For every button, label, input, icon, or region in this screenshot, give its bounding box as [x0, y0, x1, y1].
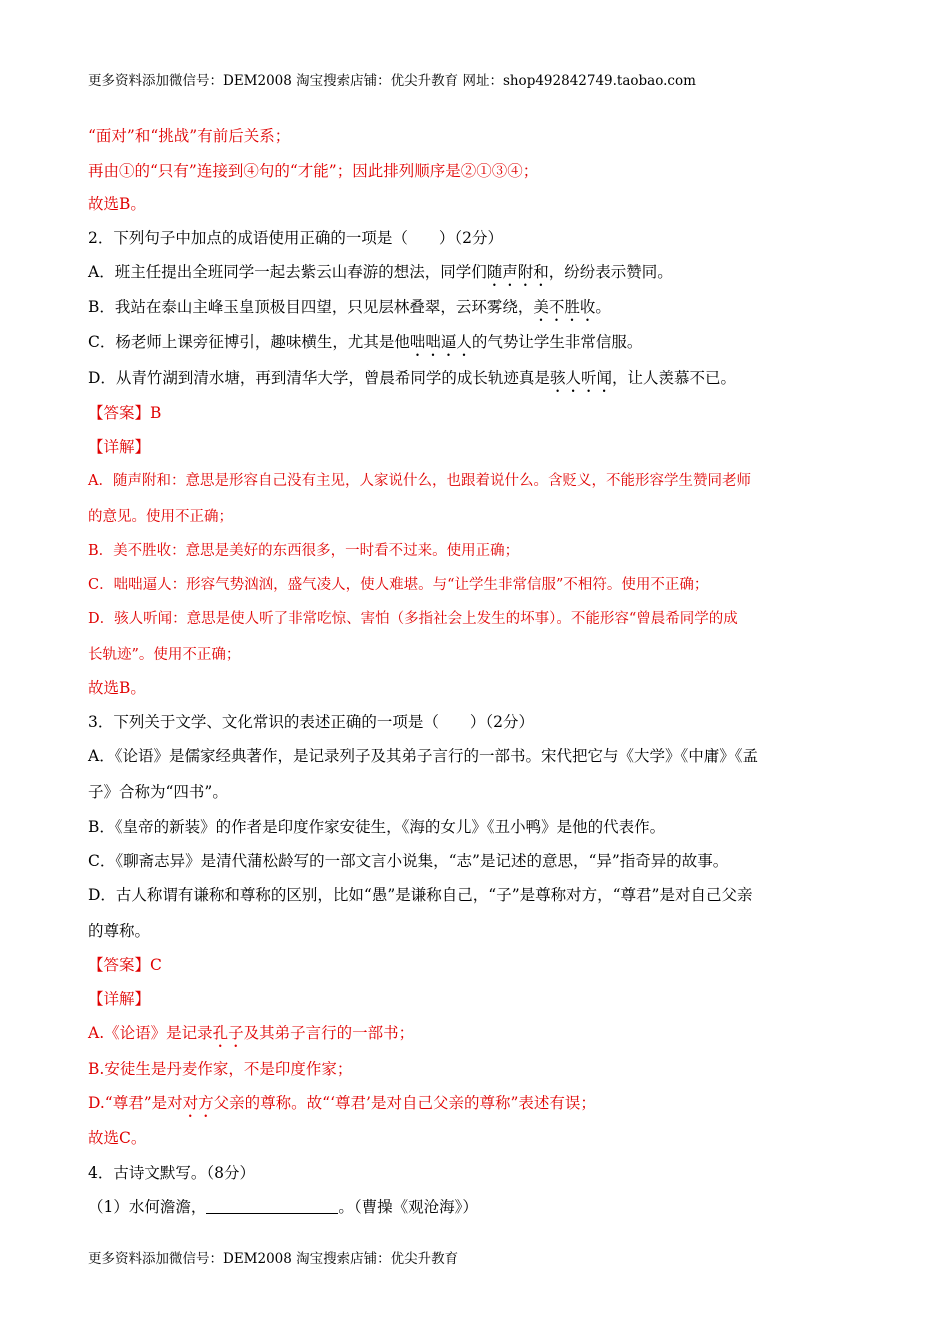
q3-explanation-a: A.《论语》是记录孔子及其弟子言行的一部书；	[88, 1024, 415, 1042]
dotted-idiom: 骇人听闻	[549, 369, 612, 387]
q3-explanation-d: D.“尊君”是对对方父亲的尊称。故“‘尊君’是对自己父亲的尊称”表述有误；	[88, 1094, 596, 1112]
dotted-idiom: 咄咄逼人	[409, 333, 472, 351]
q2-stem: 2．下列句子中加点的成语使用正确的一项是（ ）（2分）	[88, 229, 503, 247]
q2-option-d: D．从青竹湖到清水塘，再到清华大学，曾晨希同学的成长轨迹真是骇人听闻，让人羡慕不已。	[88, 369, 736, 387]
q2-conclusion: 故选B。	[88, 679, 146, 697]
q2-explanation-b: B．美不胜收：意思是美好的东西很多，一时看不过来。使用正确；	[88, 543, 520, 559]
q2-answer: 【答案】B	[88, 404, 162, 422]
q3-option-b: B．《皇帝的新装》的作者是印度作家安徒生，《海的女儿》《丑小鸭》是他的代表作。	[88, 818, 666, 836]
q3-option-d-cont: 的尊称。	[88, 922, 151, 940]
q3-option-c: C．《聊斋志异》是清代蒲松龄写的一部文言小说集，“志”是记述的意思，“异”指奇异的故事。	[88, 852, 729, 870]
q2-option-b: B．我站在泰山主峰玉皇顶极目四望，只见层林叠翠，云环雾绕，美不胜收。	[88, 298, 611, 316]
q3-explanation-b: B.安徒生是丹麦作家，不是印度作家；	[88, 1060, 353, 1078]
q4-stem: 4．古诗文默写。（8分）	[88, 1164, 255, 1182]
fill-in-blank[interactable]	[206, 1199, 338, 1214]
dotted-word: 孔子	[212, 1024, 244, 1042]
q3-detail-heading: 【详解】	[88, 990, 151, 1008]
q2-explanation-d: D．骇人听闻：意思是使人听了非常吃惊、害怕（多指社会上发生的坏事）。不能形容“曾晨希同学的成	[88, 611, 738, 627]
dotted-idiom: 美不胜收	[533, 298, 596, 316]
page-header: 更多资料添加微信号：DEM2008 淘宝搜索店铺：优尖升教育 网址：shop492842749.taobao.com	[88, 73, 696, 89]
q3-stem: 3．下列关于文学、文化常识的表述正确的一项是（ ）（2分）	[88, 713, 534, 731]
q2-option-a: A．班主任提出全班同学一起去紫云山春游的想法，同学们随声附和，纷纷表示赞同。	[88, 263, 673, 281]
q2-explanation-c: C．咄咄逼人：形容气势汹汹，盛气凌人，使人难堪。与“让学生非常信服”不相符。使用不正确；	[88, 577, 709, 593]
q3-answer: 【答案】C	[88, 956, 162, 974]
q3-option-a: A．《论语》是儒家经典著作，是记录列子及其弟子言行的一部书。宋代把它与《大学》《中庸》《孟	[88, 747, 758, 765]
dotted-idiom: 随声附和	[486, 263, 549, 281]
q3-option-a-cont: 子》合称为“四书”。	[88, 783, 228, 801]
q2-explanation-a: A．随声附和：意思是形容自己没有主见，人家说什么，也跟着说什么。含贬义，不能形容学生赞同老师	[88, 473, 751, 489]
q1-explanation-line: “面对”和“挑战”有前后关系；	[88, 127, 291, 145]
q3-conclusion: 故选C。	[88, 1129, 147, 1147]
q3-option-d: D．古人称谓有谦称和尊称的区别，比如“愚”是谦称自己，“子”是尊称对方，“尊君”是对自己父亲	[88, 886, 753, 904]
q2-explanation-a-cont: 的意见。使用不正确；	[88, 509, 233, 525]
q1-explanation-line: 再由①的“只有”连接到④句的“才能”；因此排列顺序是②①③④；	[88, 162, 539, 180]
q2-option-c: C．杨老师上课旁征博引，趣味横生，尤其是他咄咄逼人的气势让学生非常信服。	[88, 333, 643, 351]
page-footer: 更多资料添加微信号：DEM2008 淘宝搜索店铺：优尖升教育	[88, 1251, 459, 1267]
dotted-word: 对方	[182, 1094, 214, 1112]
q2-explanation-d-cont: 长轨迹”。使用不正确；	[88, 647, 241, 663]
q4-item-1: （1）水何澹澹， 。（曹操《观沧海》）	[88, 1198, 478, 1216]
q2-detail-heading: 【详解】	[88, 438, 151, 456]
q1-conclusion: 故选B。	[88, 195, 146, 213]
